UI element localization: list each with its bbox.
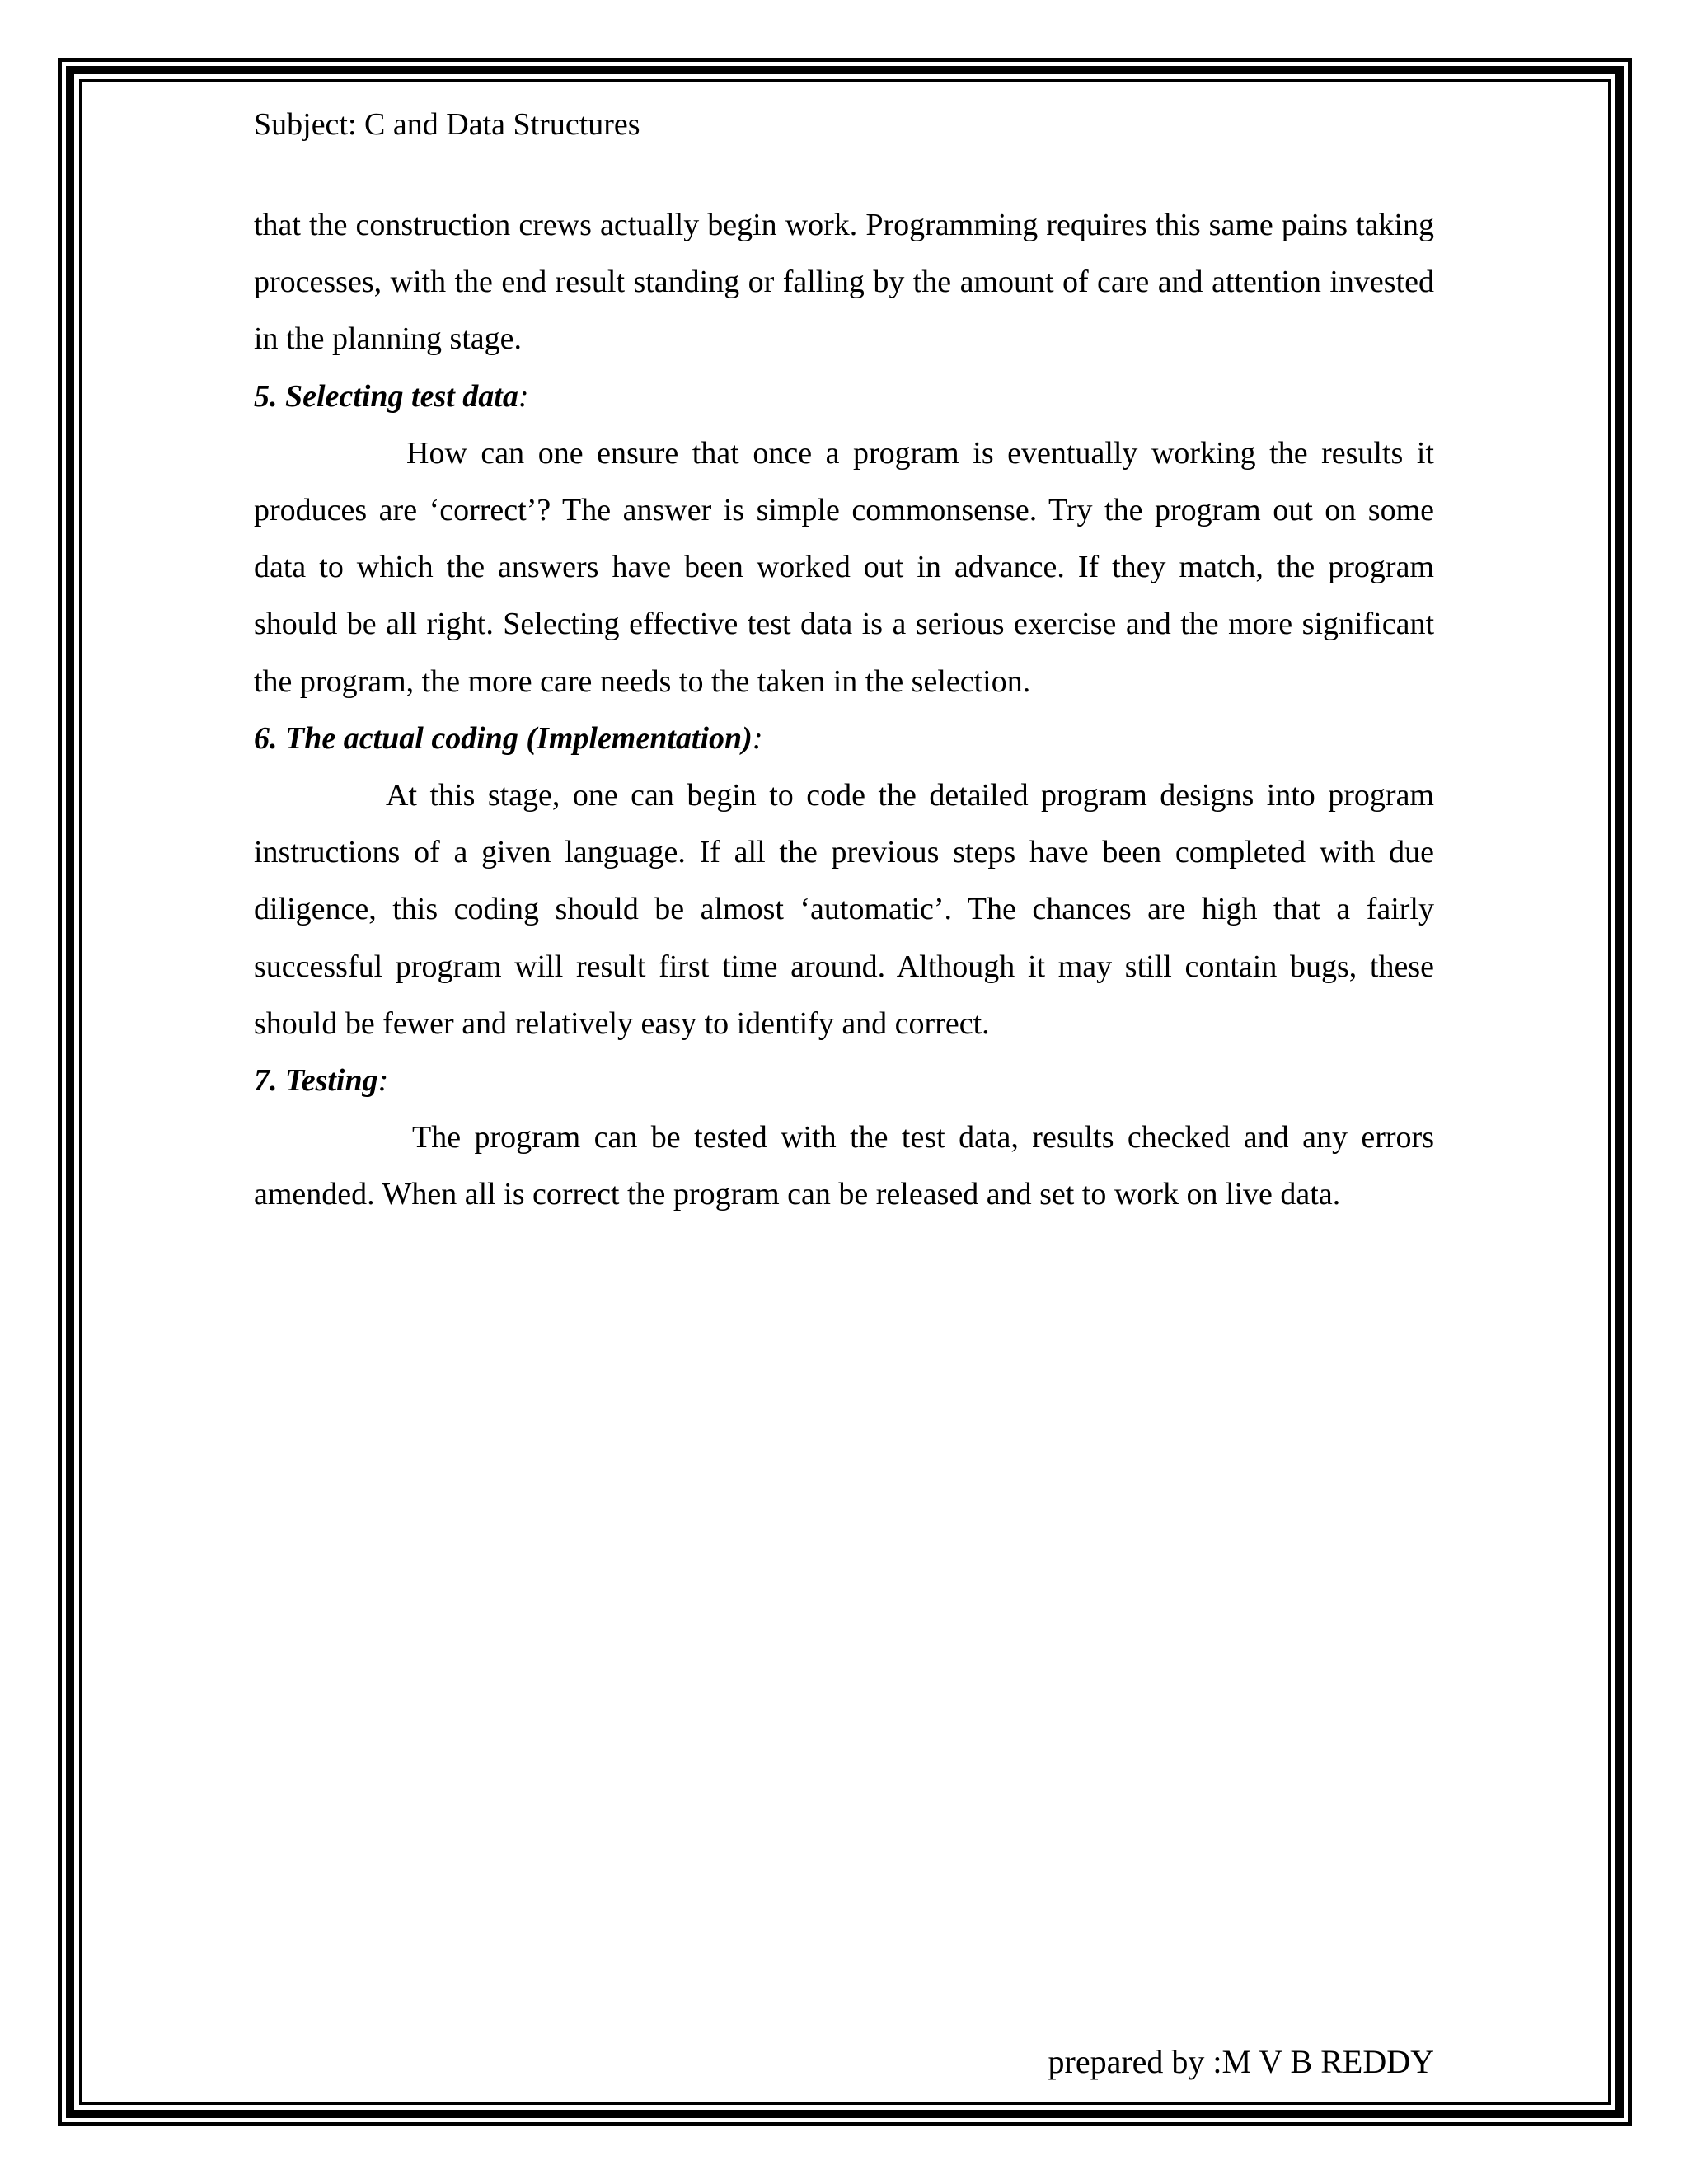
heading-colon: : — [518, 378, 529, 414]
section-heading-selecting-test-data — [254, 368, 1434, 425]
section-paragraph-actual-coding: At this stage, one can begin to code the detailed program designs into program instructions of a given language. If all the previous steps have been completed with due diligence, this coding should be almost ‘automatic’. The chances are high that a fairly successful program will result first time around. Although it may still contain bugs, these should be fewer and relatively easy to identify and correct. — [254, 778, 1434, 1041]
section-paragraph-testing: The program can be tested with the test data, results checked and any errors amended. When all is correct the program can be released and set to work on live data. — [254, 1120, 1434, 1212]
page-footer-author: prepared by :M V B REDDY — [1048, 2043, 1434, 2080]
heading-colon: : — [752, 720, 763, 756]
section-heading-text: 7. Testing — [254, 1063, 378, 1099]
section-heading-actual-coding — [254, 710, 1434, 767]
intro-paragraph: that the construction crews actually begin work. Programming requires this same pains taking processes, with the end result standing or falling by the amount of care and attention invested in the planning stage. — [254, 208, 1434, 357]
page-header-subject: Subject: C and Data Structures — [254, 107, 640, 142]
section-heading-testing — [254, 1052, 1434, 1109]
section-heading-text: 6. The actual coding (Implementation) — [254, 720, 753, 756]
page-content — [254, 197, 1434, 1224]
section-paragraph-selecting-test-data: How can one ensure that once a program is eventually working the results it produces are ‘correct’? The answer is simple commonsense. Try the program out on some data to which the answers have been worked out in advance. If they match, the program should be all right. Selecting effective test data is a serious exercise and the more significant the program, the more care needs to the taken in the selection. — [254, 435, 1434, 699]
section-heading-text: 5. Selecting test data — [254, 378, 518, 414]
heading-colon: : — [377, 1063, 389, 1099]
